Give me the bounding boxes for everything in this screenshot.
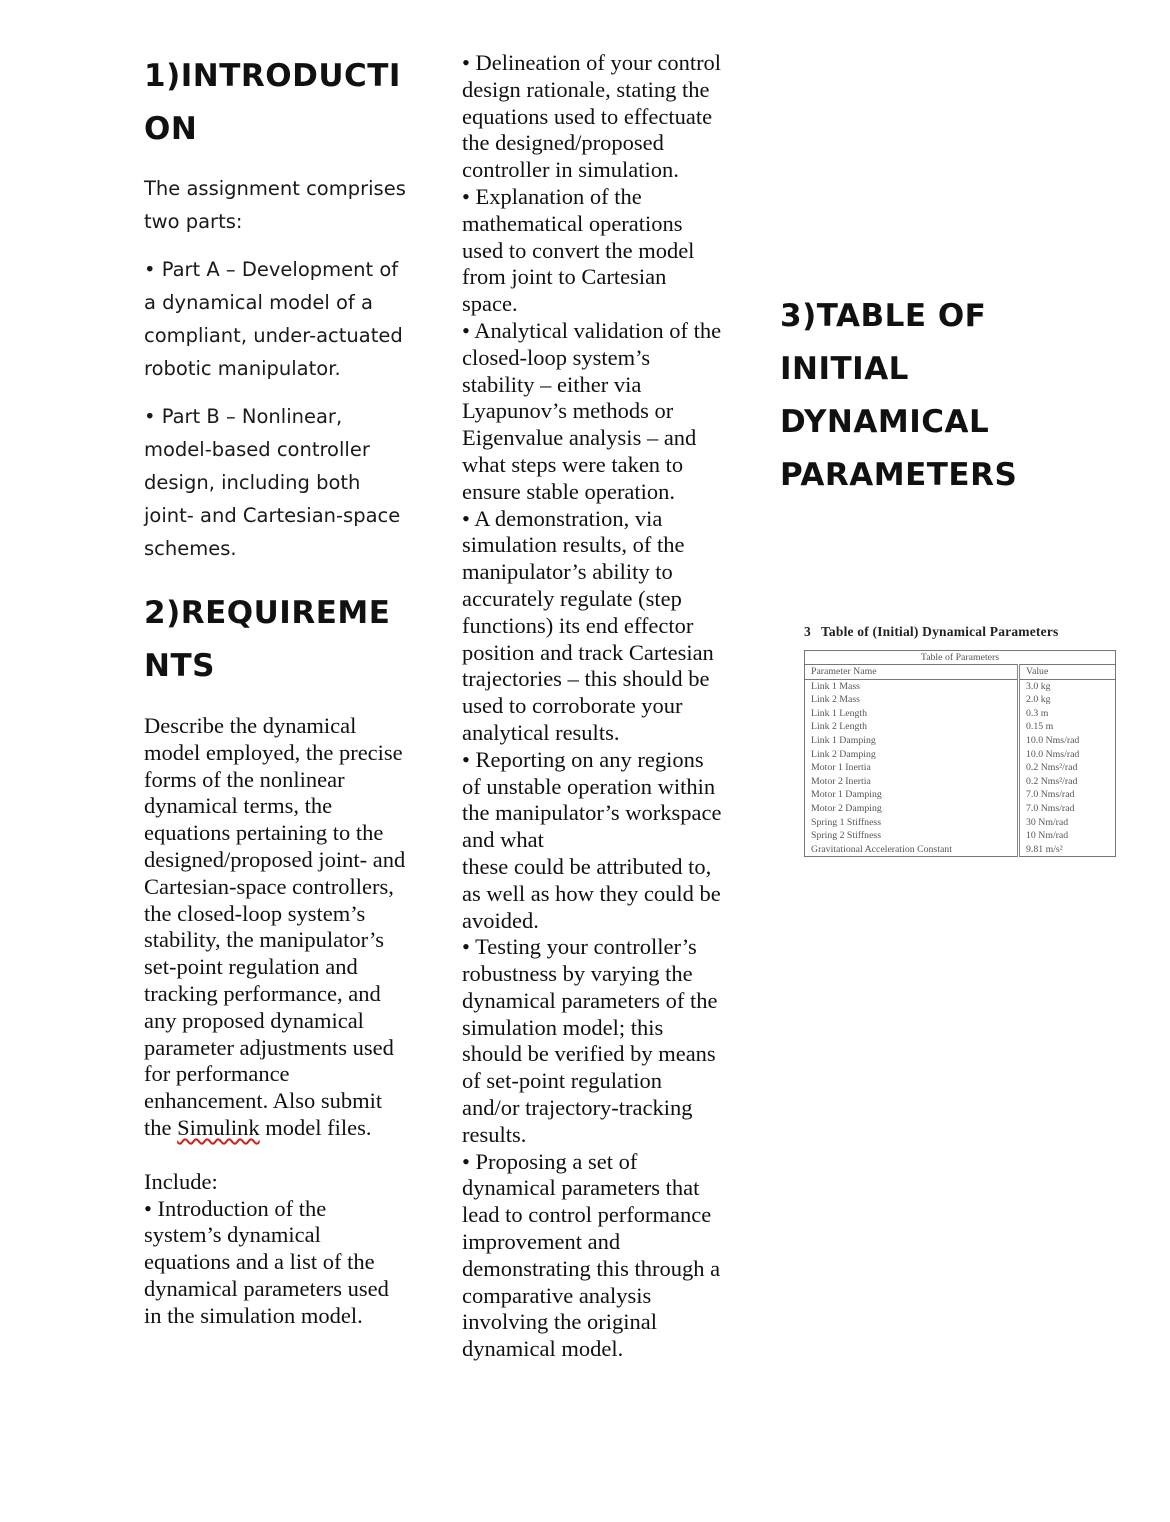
table-row — [805, 775, 1116, 789]
bullet-parameter-proposal: • Proposing a set of dynamical parameters that lead to control performance improvement and demonstrating this through a comparative analysis involving the original dynamical model. — [462, 1148, 721, 1362]
include-label: Include: — [144, 1168, 218, 1194]
parameter-value-cell: 7.0 Nms/rad — [1026, 789, 1075, 801]
parameter-name-cell: Link 1 Mass — [805, 679, 1019, 693]
simulink-word: Simulink — [177, 1114, 260, 1140]
column-header-name: Parameter Name — [805, 665, 1019, 680]
parameter-value-cell: 30 Nm/rad — [1026, 816, 1069, 828]
heading-introduction: 1)INTRODUCTION — [144, 58, 401, 147]
column-header-value: Value — [1019, 665, 1116, 680]
bullet-unstable-regions — [462, 747, 724, 935]
bullet-cartesian-conversion: • Explanation of the mathematical operations used to convert the model from joint to Cartesian space. — [462, 183, 695, 317]
bullet-robustness: • Testing your controller’s robustness by varying the dynamical parameters of the simulation model; this should be verified by means of set-point regulation and/or trajectory-tracking results. — [462, 934, 718, 1147]
parameter-table — [804, 650, 1116, 857]
column-2 — [462, 50, 724, 1363]
heading-requirements: 2)REQUIREMENTS — [144, 595, 391, 684]
parameter-value-cell: 2.0 kg — [1026, 694, 1051, 706]
heading-table-of-parameters: 3)TABLE OF INITIAL DYNAMICAL PARAMETERS — [780, 298, 1018, 493]
column-1 — [144, 50, 406, 1330]
parameter-value-cell: 10.0 Nms/rad — [1026, 748, 1080, 760]
part-b-bullet: • Part B – Nonlinear, model-based controller design, including both joint- and Cartesian-space schemes. — [144, 405, 401, 560]
requirements-paragraph — [144, 713, 406, 1142]
intro-paragraph: The assignment comprises two parts: — [144, 177, 406, 233]
table-row — [805, 707, 1116, 721]
bullet-stability-validation: • Analytical validation of the closed-loop system’s stability – either via Lyapunov’s methods or Eigenvalue analysis – and what steps were taken to ensure stable operation. — [462, 317, 722, 504]
unstable-regions-line2: these could be attributed to, as well as how they could be avoided. — [462, 853, 721, 933]
requirements-text: Describe the dynamical model employed, the precise forms of the nonlinear dynamical terms, the equations pertaining to the designed/proposed joint- and Cartesian-space controllers, the closed-loop system’s stability, the manipulator’s set-point regulation and tracking performance, and any proposed dynamical parameter adjustments used for performance enhancement. Also submit the — [144, 713, 406, 1140]
parameter-value-cell: 0.2 Nms²/rad — [1026, 775, 1078, 787]
table-row — [805, 734, 1116, 748]
parameter-name-cell: Link 1 Damping — [805, 734, 1019, 748]
parameter-name-cell: Motor 1 Damping — [805, 788, 1019, 802]
figure-title-text: Table of (Initial) Dynamical Parameters — [820, 624, 1059, 639]
table-row — [805, 802, 1116, 816]
parameter-name-cell: Motor 1 Inertia — [805, 761, 1019, 775]
parameter-value-cell: 0.2 Nms²/rad — [1026, 762, 1078, 774]
parameter-name-cell: Link 1 Length — [805, 707, 1019, 721]
table-row — [805, 720, 1116, 734]
parameter-table-figure — [804, 624, 1124, 857]
table-row — [805, 829, 1116, 843]
column-3 — [780, 290, 1130, 502]
parameter-name-cell: Gravitational Acceleration Constant — [805, 843, 1019, 857]
parameter-name-cell: Link 2 Length — [805, 720, 1019, 734]
unstable-regions-line1: • Reporting on any regions of unstable operation within the manipulator’s workspace and what — [462, 746, 722, 853]
table-row — [805, 761, 1116, 775]
requirements-text-end: model files. — [265, 1114, 372, 1140]
parameter-name-cell: Link 2 Mass — [805, 693, 1019, 707]
part-a-bullet: • Part A – Development of a dynamical model of a compliant, under-actuated robotic manipulator. — [144, 258, 403, 380]
bullet-control-design: • Delineation of your control design rationale, stating the equations used to effectuate the designed/proposed controller in simulation. — [462, 50, 722, 183]
parameter-value-cell: 0.3 m — [1026, 707, 1049, 719]
bullet-simulation-demo: • A demonstration, via simulation results, of the manipulator’s ability to accurately regulate (step functions) its end effector position and track Cartesian trajectories – this should be used to corroborate your analytical results. — [462, 505, 714, 745]
parameter-value-cell: 10 Nm/rad — [1026, 830, 1069, 842]
bullet-introduction: • Introduction of the system’s dynamical equations and a list of the dynamical parameters used in the simulation model. — [144, 1195, 389, 1328]
parameter-name-cell: Spring 2 Stiffness — [805, 829, 1019, 843]
parameter-value-cell: 3.0 kg — [1026, 680, 1051, 692]
table-header-row — [805, 665, 1116, 680]
parameter-name-cell: Motor 2 Inertia — [805, 775, 1019, 789]
table-row — [805, 816, 1116, 830]
table-row — [805, 788, 1116, 802]
table-row — [805, 693, 1116, 707]
figure-number: 3 — [804, 624, 811, 639]
table-row — [805, 843, 1116, 857]
table-row — [805, 748, 1116, 762]
parameter-value-cell: 10.0 Nms/rad — [1026, 734, 1080, 746]
table-caption: Table of Parameters — [804, 650, 1116, 664]
figure-title — [804, 624, 1124, 640]
parameter-value-cell: 0.15 m — [1026, 721, 1054, 733]
parameter-name-cell: Motor 2 Damping — [805, 802, 1019, 816]
parameter-name-cell: Spring 1 Stiffness — [805, 816, 1019, 830]
parameter-value-cell: 9.81 m/s² — [1026, 843, 1063, 855]
table-row — [805, 679, 1116, 693]
table-body — [805, 679, 1116, 857]
parameter-value-cell: 7.0 Nms/rad — [1026, 802, 1075, 814]
parameter-name-cell: Link 2 Damping — [805, 748, 1019, 762]
